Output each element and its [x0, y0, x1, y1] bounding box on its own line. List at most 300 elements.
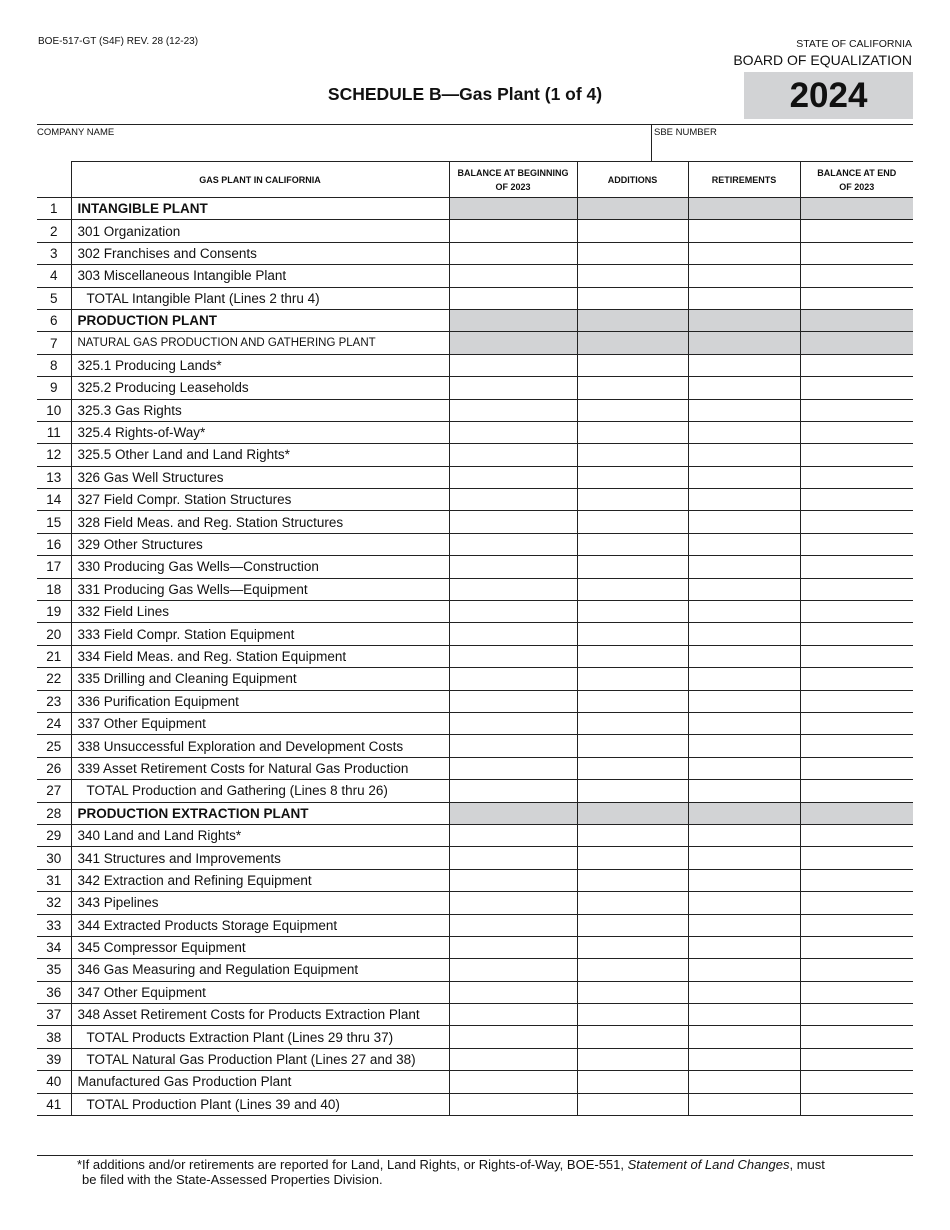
- end-balance-cell: [800, 802, 913, 824]
- table-row: [37, 824, 913, 846]
- form-id: BOE-517-GT (S4F) REV. 28 (12-23): [38, 36, 199, 47]
- additions-cell: [577, 309, 688, 331]
- additions-cell[interactable]: [577, 847, 688, 869]
- beginning-balance-cell[interactable]: [449, 421, 577, 443]
- line-number: 37: [37, 1004, 71, 1026]
- retirements-cell[interactable]: [688, 601, 800, 623]
- retirements-cell[interactable]: [688, 1004, 800, 1026]
- end-balance-cell[interactable]: [800, 399, 913, 421]
- retirements-cell[interactable]: [688, 533, 800, 555]
- beginning-balance-cell[interactable]: [449, 1004, 577, 1026]
- additions-cell[interactable]: [577, 712, 688, 734]
- column-header-end: [800, 162, 913, 198]
- footnote-line2: be filed with the State-Assessed Properties Division.: [82, 1171, 383, 1187]
- table-row: [37, 623, 913, 645]
- line-description: PRODUCTION EXTRACTION PLANT: [71, 802, 449, 824]
- line-number: 4: [37, 265, 71, 287]
- retirements-cell[interactable]: [688, 959, 800, 981]
- table-row: [37, 869, 913, 891]
- line-description: 340 Land and Land Rights*: [71, 824, 449, 846]
- beginning-balance-cell[interactable]: [449, 1048, 577, 1070]
- gas-plant-table: [37, 161, 913, 1116]
- beginning-balance-cell[interactable]: [449, 690, 577, 712]
- table-row: [37, 533, 913, 555]
- info-divider: [651, 125, 652, 162]
- table-row: [37, 265, 913, 287]
- table-row: [37, 198, 913, 220]
- line-number: 18: [37, 578, 71, 600]
- line-number: 35: [37, 959, 71, 981]
- retirements-cell[interactable]: [688, 780, 800, 802]
- line-description: 346 Gas Measuring and Regulation Equipment: [71, 959, 449, 981]
- end-balance-cell[interactable]: [800, 1048, 913, 1070]
- line-description: 302 Franchises and Consents: [71, 242, 449, 264]
- line-description: 331 Producing Gas Wells—Equipment: [71, 578, 449, 600]
- retirements-cell[interactable]: [688, 1026, 800, 1048]
- table-row: [37, 601, 913, 623]
- beginning-balance-cell[interactable]: [449, 712, 577, 734]
- additions-cell[interactable]: [577, 869, 688, 891]
- line-number-header: [37, 162, 71, 198]
- line-description: 329 Other Structures: [71, 533, 449, 555]
- line-description: TOTAL Production and Gathering (Lines 8 thru 26): [71, 780, 449, 802]
- column-header-end-line1: BALANCE AT END: [817, 167, 897, 178]
- line-description: 328 Field Meas. and Reg. Station Structures: [71, 511, 449, 533]
- beginning-balance-cell[interactable]: [449, 914, 577, 936]
- retirements-cell[interactable]: [688, 981, 800, 1003]
- end-balance-cell[interactable]: [800, 914, 913, 936]
- line-description: 325.1 Producing Lands*: [71, 354, 449, 376]
- table-row: [37, 332, 913, 354]
- end-balance-cell[interactable]: [800, 466, 913, 488]
- line-description: TOTAL Natural Gas Production Plant (Lines 27 and 38): [71, 1048, 449, 1070]
- retirements-cell[interactable]: [688, 668, 800, 690]
- beginning-balance-cell[interactable]: [449, 824, 577, 846]
- line-number: 12: [37, 444, 71, 466]
- end-balance-cell[interactable]: [800, 556, 913, 578]
- line-description: 303 Miscellaneous Intangible Plant: [71, 265, 449, 287]
- line-number: 20: [37, 623, 71, 645]
- additions-cell[interactable]: [577, 220, 688, 242]
- end-balance-cell[interactable]: [800, 869, 913, 891]
- line-description: 345 Compressor Equipment: [71, 936, 449, 958]
- end-balance-cell[interactable]: [800, 1071, 913, 1093]
- beginning-balance-cell[interactable]: [449, 892, 577, 914]
- beginning-balance-cell: [449, 802, 577, 824]
- additions-cell[interactable]: [577, 265, 688, 287]
- footnote: [77, 1158, 897, 1187]
- end-balance-cell[interactable]: [800, 377, 913, 399]
- line-number: 8: [37, 354, 71, 376]
- additions-cell: [577, 802, 688, 824]
- retirements-cell[interactable]: [688, 824, 800, 846]
- end-balance-cell[interactable]: [800, 892, 913, 914]
- beginning-balance-cell[interactable]: [449, 1093, 577, 1115]
- table-body: [37, 198, 913, 1116]
- end-balance-cell[interactable]: [800, 265, 913, 287]
- end-balance-cell[interactable]: [800, 690, 913, 712]
- line-number: 13: [37, 466, 71, 488]
- end-balance-cell: [800, 309, 913, 331]
- beginning-balance-cell[interactable]: [449, 354, 577, 376]
- line-number: 6: [37, 309, 71, 331]
- table-row: [37, 936, 913, 958]
- additions-cell[interactable]: [577, 623, 688, 645]
- retirements-cell: [688, 802, 800, 824]
- line-description: 339 Asset Retirement Costs for Natural Gas Production: [71, 757, 449, 779]
- retirements-cell[interactable]: [688, 354, 800, 376]
- beginning-balance-cell[interactable]: [449, 377, 577, 399]
- end-balance-cell[interactable]: [800, 242, 913, 264]
- retirements-cell[interactable]: [688, 578, 800, 600]
- table-row: [37, 892, 913, 914]
- line-number: 2: [37, 220, 71, 242]
- end-balance-cell[interactable]: [800, 645, 913, 667]
- line-number: 40: [37, 1071, 71, 1093]
- table-row: [37, 556, 913, 578]
- additions-cell[interactable]: [577, 735, 688, 757]
- additions-cell[interactable]: [577, 242, 688, 264]
- beginning-balance-cell[interactable]: [449, 220, 577, 242]
- line-description: 343 Pipelines: [71, 892, 449, 914]
- line-description: Manufactured Gas Production Plant: [71, 1071, 449, 1093]
- additions-cell[interactable]: [577, 1004, 688, 1026]
- table-row: [37, 1071, 913, 1093]
- additions-cell[interactable]: [577, 757, 688, 779]
- line-number: 27: [37, 780, 71, 802]
- table-row: [37, 914, 913, 936]
- table-row: [37, 757, 913, 779]
- column-header-additions: ADDITIONS: [577, 162, 688, 198]
- line-number: 24: [37, 712, 71, 734]
- retirements-cell[interactable]: [688, 892, 800, 914]
- additions-cell[interactable]: [577, 287, 688, 309]
- beginning-balance-cell[interactable]: [449, 847, 577, 869]
- retirements-cell[interactable]: [688, 1071, 800, 1093]
- end-balance-cell[interactable]: [800, 489, 913, 511]
- beginning-balance-cell[interactable]: [449, 265, 577, 287]
- line-description: 325.5 Other Land and Land Rights*: [71, 444, 449, 466]
- end-balance-cell: [800, 332, 913, 354]
- retirements-cell[interactable]: [688, 377, 800, 399]
- line-description: 338 Unsuccessful Exploration and Development Costs: [71, 735, 449, 757]
- sbe-number-label: SBE NUMBER: [654, 127, 717, 138]
- company-name-label: COMPANY NAME: [37, 127, 115, 138]
- line-number: 28: [37, 802, 71, 824]
- line-description: 337 Other Equipment: [71, 712, 449, 734]
- line-number: 15: [37, 511, 71, 533]
- line-number: 29: [37, 824, 71, 846]
- line-number: 22: [37, 668, 71, 690]
- retirements-cell[interactable]: [688, 220, 800, 242]
- retirements-cell[interactable]: [688, 287, 800, 309]
- beginning-balance-cell[interactable]: [449, 242, 577, 264]
- additions-cell[interactable]: [577, 1026, 688, 1048]
- line-number: 21: [37, 645, 71, 667]
- additions-cell[interactable]: [577, 645, 688, 667]
- retirements-cell[interactable]: [688, 645, 800, 667]
- line-description: 325.2 Producing Leaseholds: [71, 377, 449, 399]
- beginning-balance-cell[interactable]: [449, 869, 577, 891]
- additions-cell[interactable]: [577, 578, 688, 600]
- beginning-balance-cell[interactable]: [449, 757, 577, 779]
- table-row: [37, 220, 913, 242]
- footnote-rule: [37, 1155, 913, 1156]
- beginning-balance-cell[interactable]: [449, 533, 577, 555]
- beginning-balance-cell[interactable]: [449, 959, 577, 981]
- table-row: [37, 1004, 913, 1026]
- end-balance-cell[interactable]: [800, 601, 913, 623]
- additions-cell[interactable]: [577, 601, 688, 623]
- line-number: 33: [37, 914, 71, 936]
- column-header-description: GAS PLANT IN CALIFORNIA: [71, 162, 449, 198]
- retirements-cell[interactable]: [688, 914, 800, 936]
- table-row: [37, 1048, 913, 1070]
- beginning-balance-cell[interactable]: [449, 981, 577, 1003]
- line-description: 348 Asset Retirement Costs for Products Extraction Plant: [71, 1004, 449, 1026]
- table-row: [37, 981, 913, 1003]
- retirements-cell[interactable]: [688, 399, 800, 421]
- beginning-balance-cell[interactable]: [449, 1071, 577, 1093]
- line-description: PRODUCTION PLANT: [71, 309, 449, 331]
- beginning-balance-cell[interactable]: [449, 623, 577, 645]
- additions-cell[interactable]: [577, 824, 688, 846]
- additions-cell[interactable]: [577, 1071, 688, 1093]
- beginning-balance-cell[interactable]: [449, 556, 577, 578]
- additions-cell[interactable]: [577, 489, 688, 511]
- line-number: 17: [37, 556, 71, 578]
- footnote-line1: [77, 1158, 897, 1173]
- line-number: 34: [37, 936, 71, 958]
- line-description: 336 Purification Equipment: [71, 690, 449, 712]
- end-balance-cell: [800, 198, 913, 220]
- line-number: 36: [37, 981, 71, 1003]
- retirements-cell[interactable]: [688, 869, 800, 891]
- column-header-beginning-line1: BALANCE AT BEGINNING: [457, 167, 569, 178]
- line-number: 38: [37, 1026, 71, 1048]
- line-number: 9: [37, 377, 71, 399]
- line-description: 342 Extraction and Refining Equipment: [71, 869, 449, 891]
- end-balance-cell[interactable]: [800, 959, 913, 981]
- additions-cell[interactable]: [577, 444, 688, 466]
- line-description: 325.4 Rights-of-Way*: [71, 421, 449, 443]
- additions-cell[interactable]: [577, 780, 688, 802]
- line-number: 11: [37, 421, 71, 443]
- retirements-cell[interactable]: [688, 712, 800, 734]
- end-balance-cell[interactable]: [800, 668, 913, 690]
- additions-cell: [577, 332, 688, 354]
- table-row: [37, 712, 913, 734]
- line-description: 344 Extracted Products Storage Equipment: [71, 914, 449, 936]
- column-header-beginning-line2: OF 2023: [495, 181, 531, 192]
- additions-cell[interactable]: [577, 1048, 688, 1070]
- line-number: 10: [37, 399, 71, 421]
- additions-cell[interactable]: [577, 511, 688, 533]
- table-row: [37, 668, 913, 690]
- line-description: 301 Organization: [71, 220, 449, 242]
- line-number: 31: [37, 869, 71, 891]
- additions-cell[interactable]: [577, 914, 688, 936]
- beginning-balance-cell[interactable]: [449, 668, 577, 690]
- end-balance-cell[interactable]: [800, 623, 913, 645]
- line-number: 39: [37, 1048, 71, 1070]
- beginning-balance-cell[interactable]: [449, 578, 577, 600]
- beginning-balance-cell[interactable]: [449, 1026, 577, 1048]
- table-row: [37, 287, 913, 309]
- additions-cell[interactable]: [577, 892, 688, 914]
- end-balance-cell[interactable]: [800, 1093, 913, 1115]
- end-balance-cell[interactable]: [800, 1026, 913, 1048]
- additions-cell[interactable]: [577, 959, 688, 981]
- line-description: TOTAL Products Extraction Plant (Lines 29 thru 37): [71, 1026, 449, 1048]
- end-balance-cell[interactable]: [800, 712, 913, 734]
- end-balance-cell[interactable]: [800, 981, 913, 1003]
- line-number: 19: [37, 601, 71, 623]
- table-header-row: [37, 162, 913, 198]
- line-description: 347 Other Equipment: [71, 981, 449, 1003]
- retirements-cell[interactable]: [688, 444, 800, 466]
- additions-cell[interactable]: [577, 399, 688, 421]
- table-row: [37, 1026, 913, 1048]
- additions-cell[interactable]: [577, 354, 688, 376]
- line-number: 1: [37, 198, 71, 220]
- line-description: INTANGIBLE PLANT: [71, 198, 449, 220]
- year-badge: 2024: [744, 72, 913, 119]
- retirements-cell[interactable]: [688, 690, 800, 712]
- beginning-balance-cell[interactable]: [449, 511, 577, 533]
- retirements-cell[interactable]: [688, 623, 800, 645]
- beginning-balance-cell[interactable]: [449, 287, 577, 309]
- line-description: TOTAL Production Plant (Lines 39 and 40): [71, 1093, 449, 1115]
- table-row: [37, 1093, 913, 1115]
- line-description: 326 Gas Well Structures: [71, 466, 449, 488]
- beginning-balance-cell[interactable]: [449, 936, 577, 958]
- additions-cell[interactable]: [577, 1093, 688, 1115]
- line-number: 30: [37, 847, 71, 869]
- table-row: [37, 377, 913, 399]
- line-number: 32: [37, 892, 71, 914]
- additions-cell[interactable]: [577, 377, 688, 399]
- footnote-text: *If additions and/or retirements are reported for Land, Land Rights, or Rights-of-Way, BOE-551,: [77, 1157, 628, 1172]
- end-balance-cell[interactable]: [800, 220, 913, 242]
- end-balance-cell[interactable]: [800, 780, 913, 802]
- line-description: 330 Producing Gas Wells—Construction: [71, 556, 449, 578]
- end-balance-cell[interactable]: [800, 421, 913, 443]
- beginning-balance-cell: [449, 332, 577, 354]
- end-balance-cell[interactable]: [800, 824, 913, 846]
- retirements-cell[interactable]: [688, 1048, 800, 1070]
- end-balance-cell[interactable]: [800, 847, 913, 869]
- line-number: 26: [37, 757, 71, 779]
- additions-cell[interactable]: [577, 936, 688, 958]
- board-label: BOARD OF EQUALIZATION: [733, 52, 912, 68]
- table-row: [37, 645, 913, 667]
- table-row: [37, 847, 913, 869]
- additions-cell[interactable]: [577, 981, 688, 1003]
- end-balance-cell[interactable]: [800, 287, 913, 309]
- beginning-balance-cell[interactable]: [449, 399, 577, 421]
- line-description: 327 Field Compr. Station Structures: [71, 489, 449, 511]
- retirements-cell[interactable]: [688, 936, 800, 958]
- line-description: 333 Field Compr. Station Equipment: [71, 623, 449, 645]
- line-description: 341 Structures and Improvements: [71, 847, 449, 869]
- line-number: 41: [37, 1093, 71, 1115]
- table-row: [37, 466, 913, 488]
- additions-cell[interactable]: [577, 668, 688, 690]
- table-row: [37, 309, 913, 331]
- line-number: 16: [37, 533, 71, 555]
- end-balance-cell[interactable]: [800, 578, 913, 600]
- retirements-cell[interactable]: [688, 556, 800, 578]
- table-row: [37, 242, 913, 264]
- retirements-cell[interactable]: [688, 489, 800, 511]
- beginning-balance-cell[interactable]: [449, 601, 577, 623]
- retirements-cell[interactable]: [688, 421, 800, 443]
- end-balance-cell[interactable]: [800, 1004, 913, 1026]
- end-balance-cell[interactable]: [800, 757, 913, 779]
- additions-cell[interactable]: [577, 556, 688, 578]
- additions-cell[interactable]: [577, 533, 688, 555]
- end-balance-cell[interactable]: [800, 354, 913, 376]
- retirements-cell[interactable]: [688, 1093, 800, 1115]
- additions-cell[interactable]: [577, 690, 688, 712]
- table-row: [37, 735, 913, 757]
- column-header-retirements: RETIREMENTS: [688, 162, 800, 198]
- beginning-balance-cell[interactable]: [449, 489, 577, 511]
- table-row: [37, 511, 913, 533]
- line-number: 3: [37, 242, 71, 264]
- additions-cell[interactable]: [577, 466, 688, 488]
- end-balance-cell[interactable]: [800, 444, 913, 466]
- retirements-cell: [688, 332, 800, 354]
- line-description: NATURAL GAS PRODUCTION AND GATHERING PLANT: [71, 332, 449, 354]
- end-balance-cell[interactable]: [800, 511, 913, 533]
- column-header-end-line2: OF 2023: [839, 181, 875, 192]
- line-description: 335 Drilling and Cleaning Equipment: [71, 668, 449, 690]
- beginning-balance-cell[interactable]: [449, 645, 577, 667]
- end-balance-cell[interactable]: [800, 533, 913, 555]
- line-number: 7: [37, 332, 71, 354]
- end-balance-cell[interactable]: [800, 735, 913, 757]
- end-balance-cell[interactable]: [800, 936, 913, 958]
- line-number: 5: [37, 287, 71, 309]
- retirements-cell[interactable]: [688, 847, 800, 869]
- beginning-balance-cell[interactable]: [449, 444, 577, 466]
- retirements-cell[interactable]: [688, 757, 800, 779]
- retirements-cell[interactable]: [688, 242, 800, 264]
- retirements-cell[interactable]: [688, 466, 800, 488]
- footnote-text-end: , must: [789, 1157, 825, 1172]
- additions-cell[interactable]: [577, 421, 688, 443]
- retirements-cell: [688, 309, 800, 331]
- retirements-cell[interactable]: [688, 735, 800, 757]
- line-description: TOTAL Intangible Plant (Lines 2 thru 4): [71, 287, 449, 309]
- retirements-cell[interactable]: [688, 265, 800, 287]
- line-description: 334 Field Meas. and Reg. Station Equipment: [71, 645, 449, 667]
- line-number: 14: [37, 489, 71, 511]
- line-description: 332 Field Lines: [71, 601, 449, 623]
- beginning-balance-cell[interactable]: [449, 735, 577, 757]
- table-row: [37, 780, 913, 802]
- additions-cell: [577, 198, 688, 220]
- beginning-balance-cell[interactable]: [449, 466, 577, 488]
- table-row: [37, 802, 913, 824]
- retirements-cell[interactable]: [688, 511, 800, 533]
- table-row: [37, 399, 913, 421]
- table-row: [37, 489, 913, 511]
- beginning-balance-cell[interactable]: [449, 780, 577, 802]
- table-row: [37, 959, 913, 981]
